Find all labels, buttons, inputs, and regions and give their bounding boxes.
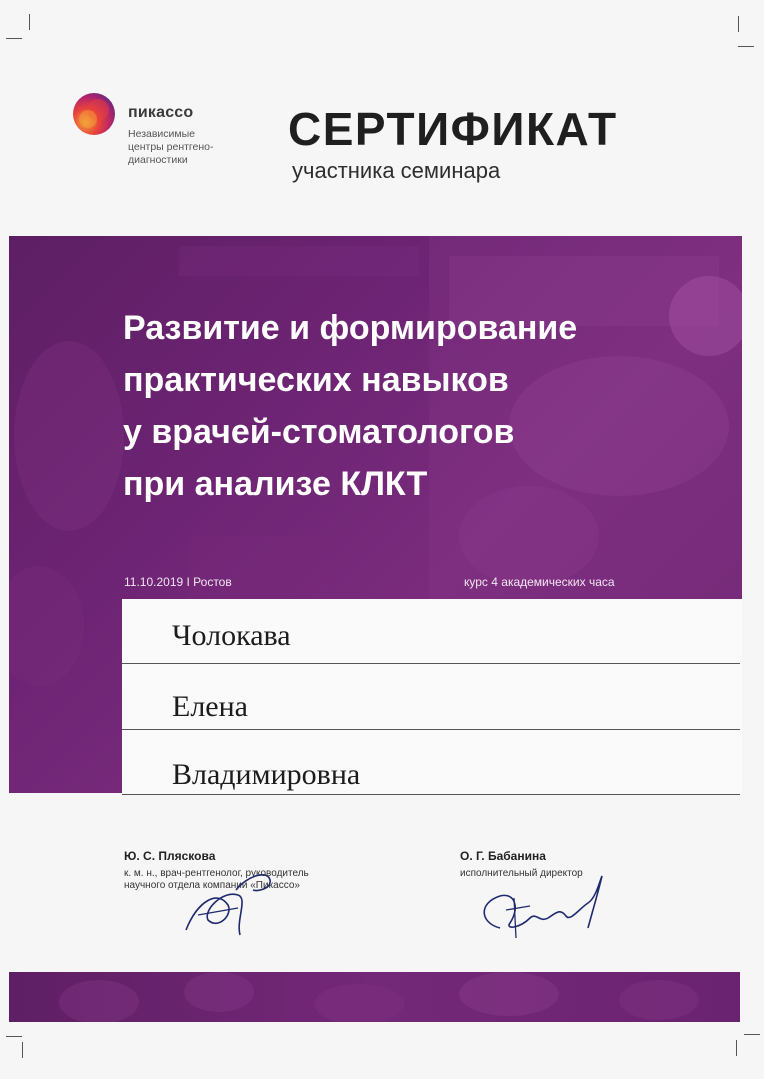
crop-mark xyxy=(744,1034,760,1035)
picasso-logo-icon xyxy=(72,92,116,136)
signatory-role-line: исполнительный директор xyxy=(460,868,583,879)
certificate-subtitle: участника семинара xyxy=(292,158,501,183)
signatory-role-line: научного отдела компании «Пикассо» xyxy=(124,880,300,891)
course-duration: курс 4 академических часа xyxy=(464,575,615,589)
name-underline xyxy=(122,729,740,730)
signature-1-icon xyxy=(178,860,278,945)
name-underline xyxy=(122,794,740,795)
crop-mark xyxy=(736,1040,737,1056)
participant-first-name: Елена xyxy=(172,690,248,723)
signatory-role-line: к. м. н., врач-рентгенолог, руководитель xyxy=(124,868,309,879)
strip-texture xyxy=(9,972,740,1022)
course-title-line: при анализе КЛКТ xyxy=(123,465,428,503)
logo-subtitle-line: Независимые xyxy=(128,128,196,140)
participant-patronymic: Владимировна xyxy=(172,758,361,791)
certificate-title: СЕРТИФИКАТ xyxy=(288,103,618,155)
logo-name: пикассо xyxy=(128,104,194,121)
crop-mark xyxy=(738,46,754,47)
crop-mark xyxy=(738,16,739,32)
logo-subtitle-line: диагностики xyxy=(128,154,188,166)
logo-subtitle xyxy=(128,128,214,167)
bottom-decorative-strip xyxy=(9,972,740,1022)
signature-2-icon xyxy=(470,868,620,953)
course-title-line: практических навыков xyxy=(123,361,509,399)
course-title-line: Развитие и формирование xyxy=(123,309,578,347)
signatory-name-1: Ю. С. Пляскова xyxy=(124,849,216,863)
crop-mark xyxy=(29,14,30,30)
date-location: 11.10.2019 I Ростов xyxy=(124,575,232,589)
participant-name-box xyxy=(122,599,742,795)
crop-mark xyxy=(6,1036,22,1037)
course-title xyxy=(123,302,723,510)
logo-subtitle-line: центры рентгено- xyxy=(128,141,214,153)
participant-last-name: Чолокава xyxy=(172,619,291,652)
name-underline xyxy=(122,663,740,664)
crop-mark xyxy=(22,1042,23,1058)
signatory-name-2: О. Г. Бабанина xyxy=(460,849,546,863)
course-title-line: у врачей-стоматологов xyxy=(123,413,515,451)
crop-mark xyxy=(6,38,22,39)
